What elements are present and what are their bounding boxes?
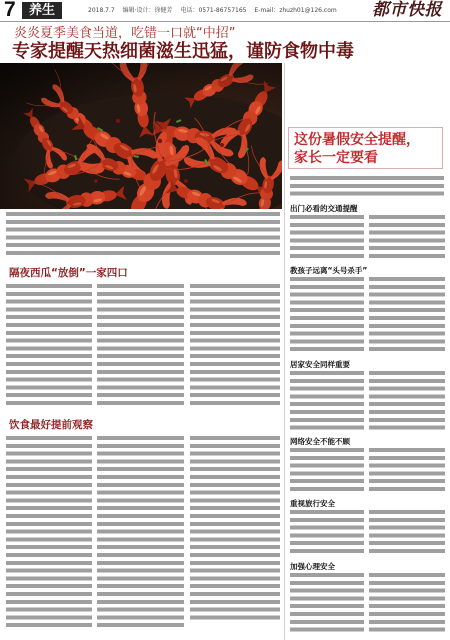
sidebar-heading-traffic: 出门必看的交通提醒 xyxy=(290,204,358,213)
column-divider xyxy=(284,63,285,640)
lead-paragraph xyxy=(6,212,280,259)
sidebar-title-line-1: 这份暑假安全提醒， xyxy=(294,132,420,148)
article-kicker: 炎炎夏季美食当道，吃错一口就“中招” xyxy=(14,26,236,41)
editor-credit: 编辑·设计：徐健芳 xyxy=(122,7,173,14)
body-text-column xyxy=(6,436,92,631)
sidebar-text-column xyxy=(369,371,445,433)
body-text-column xyxy=(190,284,280,409)
sidebar-heading-internet: 网络安全不能不顾 xyxy=(290,437,350,446)
body-text-column xyxy=(6,284,92,409)
sidebar-title-line-2: 家长一定要看 xyxy=(294,150,378,166)
sidebar-heading-mental: 加强心理安全 xyxy=(290,562,335,571)
article-headline: 专家提醒天热细菌滋生迅猛，谨防食物中毒 xyxy=(12,41,354,62)
sidebar-text-column xyxy=(369,573,445,635)
body-text-column xyxy=(97,436,184,631)
sidebar-text-column xyxy=(290,448,364,495)
sidebar-text-column xyxy=(290,573,364,635)
page-number: 7 xyxy=(4,0,16,21)
issue-date: 2018.7.7 xyxy=(88,7,115,14)
contact-phone: 电话：0571-86757165 xyxy=(180,7,247,14)
sidebar-text-column xyxy=(369,448,445,495)
page-info xyxy=(88,7,343,14)
masthead-logo: 都市快报 xyxy=(372,0,442,20)
sidebar-text-column xyxy=(290,510,364,557)
body-text-column xyxy=(190,436,280,623)
header-rule xyxy=(0,21,450,22)
sidebar-text-column xyxy=(290,277,364,355)
sidebar-heading-travel: 重视旅行安全 xyxy=(290,499,335,508)
crayfish-photo xyxy=(0,63,282,209)
body-text-column xyxy=(97,284,184,409)
section-heading-diet: 饮食最好提前观察 xyxy=(9,419,93,431)
section-tag: 养生 xyxy=(22,2,62,19)
contact-email: E-mail：zhuzh01@126.com xyxy=(254,7,337,14)
sidebar-text-column xyxy=(369,215,445,262)
sidebar-text-column xyxy=(290,215,364,262)
sidebar-heading-top-killer: 教孩子远离“头号杀手” xyxy=(290,266,368,275)
sidebar-text-column xyxy=(369,277,445,355)
sidebar-heading-home: 居家安全同样重要 xyxy=(290,360,350,369)
photo-vignette xyxy=(0,63,282,209)
sidebar-intro xyxy=(290,176,444,199)
section-heading-watermelon: 隔夜西瓜“放倒”一家四口 xyxy=(9,267,128,279)
sidebar-text-column xyxy=(369,510,445,557)
sidebar-text-column xyxy=(290,371,364,433)
